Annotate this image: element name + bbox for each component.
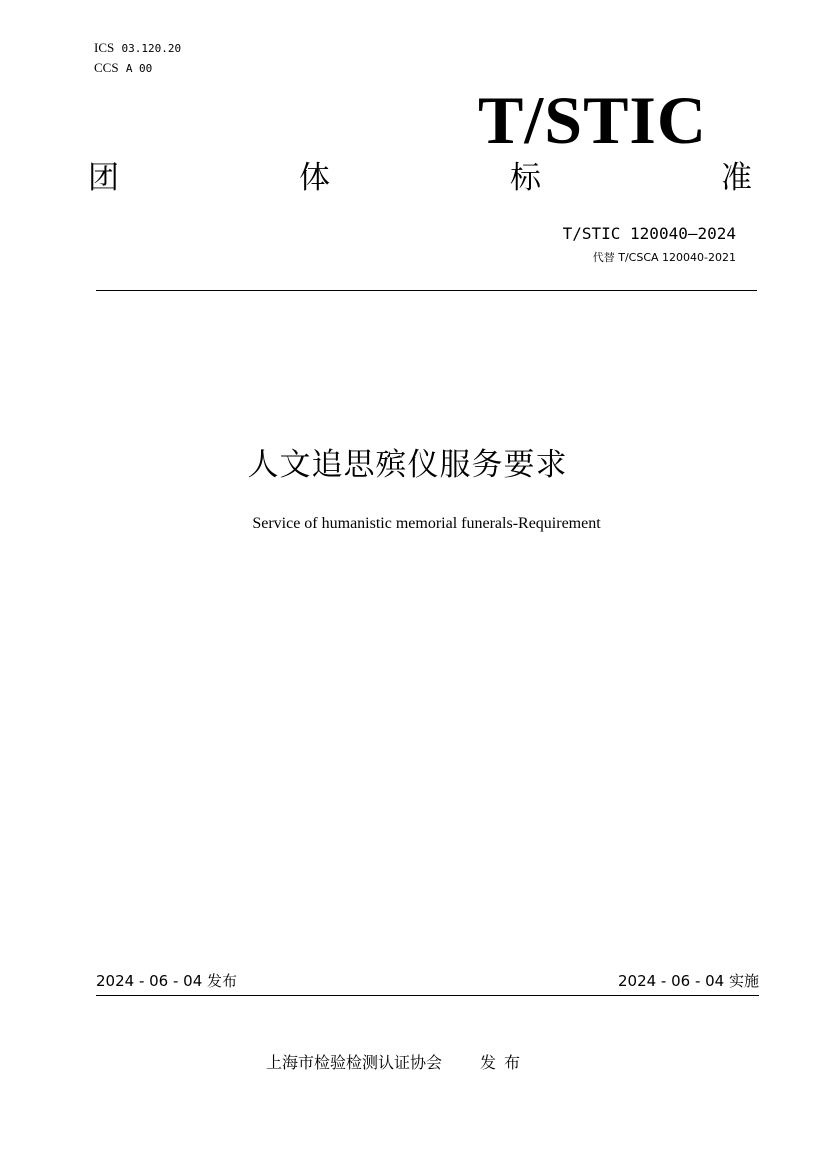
- issuer-name: 上海市检验检测认证协会: [266, 1053, 443, 1072]
- ccs-value: A 00: [125, 62, 153, 75]
- footer-divider: [96, 995, 759, 996]
- issuer-verb: 发布: [480, 1053, 529, 1072]
- ccs-code: [94, 61, 152, 76]
- header-divider: [96, 290, 757, 291]
- document-title-chinese: 人文追思殡仪服务要求: [247, 447, 568, 483]
- ccs-label: CCS: [94, 60, 119, 75]
- issue-date: 2024 - 06 - 04 发布: [96, 972, 238, 990]
- standard-brand-mark: T/STIC: [478, 82, 707, 158]
- standard-number: T/STIC 120040—2024: [562, 224, 736, 243]
- standard-type-char: 准: [721, 160, 752, 196]
- standard-type-char: 体: [299, 160, 330, 196]
- ics-code: [94, 41, 181, 56]
- standard-type-heading: [88, 158, 752, 198]
- standard-type-char: 团: [88, 160, 119, 196]
- document-title-english: Service of humanistic memorial funerals-Requirement: [252, 515, 601, 532]
- replaces-standard: 代替 T/CSCA 120040-2021: [592, 251, 736, 264]
- ics-value: 03.120.20: [121, 42, 182, 55]
- issuing-organization: [266, 1052, 528, 1074]
- implementation-date: 2024 - 06 - 04 实施: [617, 972, 759, 990]
- standard-type-char: 标: [510, 160, 541, 196]
- ics-label: ICS: [94, 40, 115, 55]
